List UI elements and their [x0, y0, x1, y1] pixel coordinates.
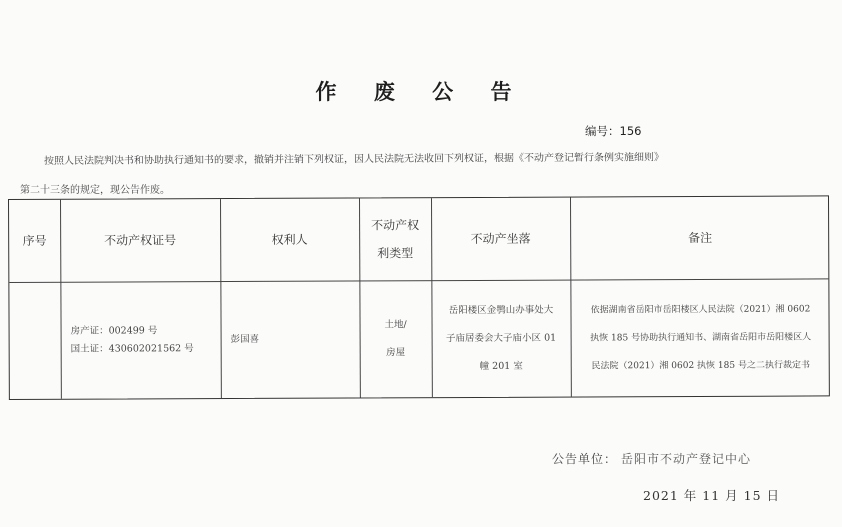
header-owner: 权利人	[271, 232, 308, 247]
cell-right-type-line-2: 房屋	[386, 347, 406, 359]
notice-paragraph-line-2: 第二十三条的规定，现公告作废。	[20, 185, 170, 196]
issuing-unit-name: 岳阳市不动产登记中心	[621, 452, 752, 466]
header-remarks: 备注	[688, 230, 713, 246]
cell-cert-no	[60, 281, 221, 400]
cell-remarks	[570, 278, 831, 397]
cell-remarks-line-3: 民法院（2021）湘 0602 执恢 185 号之二执行裁定书	[591, 360, 810, 372]
document-number-label: 编号：	[585, 124, 620, 138]
cell-remarks-line-1: 依据湖南省岳阳市岳阳楼区人民法院（2021）湘 0602	[590, 304, 811, 316]
cell-location	[431, 280, 571, 399]
issuing-unit	[552, 450, 751, 467]
cell-remarks-line-2: 执恢 185 号协助执行通知书、湖南省岳阳市岳阳楼区人	[590, 332, 812, 344]
header-location: 不动产坐落	[470, 231, 531, 246]
document-number-value: 156	[619, 124, 642, 138]
cell-right-type-line-1: 土地/	[384, 319, 407, 331]
cell-cert-land: 国土证：430602021562 号	[70, 343, 194, 355]
cell-location-line-1: 岳阳楼区金鹗山办事处大	[448, 304, 554, 317]
header-right-type-line-2: 利类型	[377, 246, 414, 261]
header-cert-no: 不动产权证号	[104, 233, 177, 248]
document-number	[585, 123, 641, 139]
notice-paragraph-line-1: 按照人民法院判决书和协助执行通知书的要求，撤销并注销下列权证，因人民法院无法收回下列权证，根据《不动产登记暂行条例实施细则》	[44, 152, 665, 167]
cell-location-line-3: 幢 201 室	[479, 360, 523, 372]
issue-date: 2021 年 11 月 15 日	[643, 488, 780, 503]
notice-title: 作 废 公 告	[315, 80, 527, 104]
header-right-type-line-1: 不动产权	[371, 218, 420, 233]
cell-seq	[9, 282, 61, 400]
cell-location-line-2: 子庙居委会大子庙小区 01	[446, 332, 557, 345]
revocation-table	[8, 195, 830, 400]
issuing-unit-label: 公告单位：	[552, 452, 618, 466]
header-right-type	[359, 198, 431, 280]
cell-owner: 彭国喜	[230, 333, 260, 346]
cell-cert-house: 房产证：002499 号	[70, 325, 158, 337]
header-seq: 序号	[22, 233, 47, 248]
cell-right-type	[359, 280, 432, 398]
